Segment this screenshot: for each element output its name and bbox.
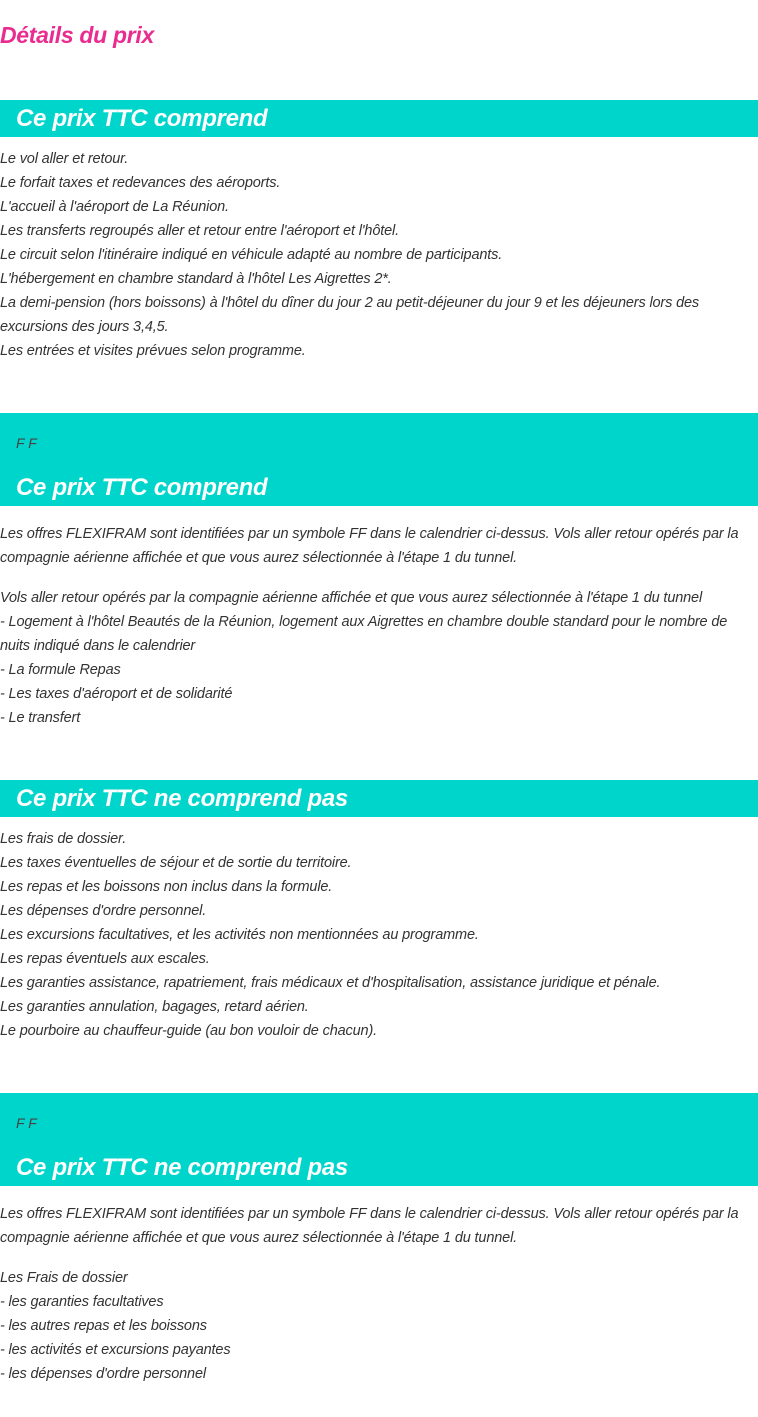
list-item: - Le transfert [0, 710, 81, 726]
list-item: L'accueil à l'aéroport de La Réunion. [0, 199, 229, 215]
list-item: Le forfait taxes et redevances des aéroports. [0, 175, 281, 191]
section-heading: Ce prix TTC ne comprend pas [16, 785, 348, 812]
list-item: Les frais de dossier. [0, 831, 127, 847]
section-heading: Ce prix TTC comprend [16, 474, 268, 501]
list-item: Les repas et les boissons non inclus dans la formule. [0, 879, 333, 895]
list-item: - les dépenses d'ordre personnel [0, 1366, 206, 1382]
section-heading: Ce prix TTC comprend [16, 105, 268, 132]
list-item: - les autres repas et les boissons [0, 1318, 207, 1334]
list-item: - les activités et excursions payantes [0, 1342, 231, 1358]
list-item: Les taxes éventuelles de séjour et de sortie du territoire. [0, 855, 352, 871]
flexifram-includes-list [0, 586, 758, 730]
list-item: Le circuit selon l'itinéraire indiqué en véhicule adapté au nombre de participants. [0, 247, 503, 263]
list-item: Les excursions facultatives, et les activités non mentionnées au programme. [0, 927, 479, 943]
list-item: Les Frais de dossier [0, 1270, 128, 1286]
section-header-excludes [0, 780, 758, 817]
list-item: Les dépenses d'ordre personnel. [0, 903, 207, 919]
section-header-flexifram-excludes [0, 1093, 758, 1186]
list-item: Les transferts regroupés aller et retour entre l'aéroport et l'hôtel. [0, 223, 399, 239]
page-title: Détails du prix [0, 22, 154, 48]
list-item: Les entrées et visites prévues selon programme. [0, 343, 306, 359]
section-header-includes [0, 100, 758, 137]
list-item: - Les taxes d'aéroport et de solidarité [0, 686, 233, 702]
list-item: Les repas éventuels aux escales. [0, 951, 210, 967]
list-item: Vols aller retour opérés par la compagnie aérienne affichée et que vous aurez sélectionnée à l'étape 1 du tunnel [0, 590, 703, 606]
list-item: - les garanties facultatives [0, 1294, 164, 1310]
list-item: L'hébergement en chambre standard à l'hôtel Les Aigrettes 2*. [0, 271, 392, 287]
flexifram-intro [0, 522, 758, 570]
flexifram-intro [0, 1202, 758, 1250]
intro-text: Les offres FLEXIFRAM sont identifiées par un symbole FF dans le calendrier ci-dessus. Vols aller retour opérés par la compagnie aérienne affichée et que vous aurez sélectionnée à l'étape 1 du tunnel. [0, 526, 739, 566]
excludes-list [0, 827, 758, 1043]
section-heading: Ce prix TTC ne comprend pas [16, 1154, 348, 1181]
list-item: Les garanties annulation, bagages, retard aérien. [0, 999, 309, 1015]
list-item: - Logement à l'hôtel Beautés de la Réunion, logement aux Aigrettes en chambre double standard pour le nombre de nuits indiqué dans le calendrier [0, 614, 728, 654]
ff-tag: F F [16, 1115, 37, 1131]
list-item: Le pourboire au chauffeur-guide (au bon vouloir de chacun). [0, 1023, 378, 1039]
list-item: Le vol aller et retour. [0, 151, 129, 167]
list-item: La demi-pension (hors boissons) à l'hôtel du dîner du jour 2 au petit-déjeuner du jour 9 et les déjeuners lors des excursions des jours 3,4,5. [0, 295, 700, 335]
list-item: - La formule Repas [0, 662, 121, 678]
list-item: Les garanties assistance, rapatriement, frais médicaux et d'hospitalisation, assistance juridique et pénale. [0, 975, 661, 991]
ff-tag: F F [16, 435, 37, 451]
intro-text: Les offres FLEXIFRAM sont identifiées par un symbole FF dans le calendrier ci-dessus. Vols aller retour opérés par la compagnie aérienne affichée et que vous aurez sélectionnée à l'étape 1 du tunnel. [0, 1206, 739, 1246]
includes-list [0, 147, 758, 363]
section-header-flexifram-includes [0, 413, 758, 506]
flexifram-excludes-list [0, 1266, 758, 1386]
